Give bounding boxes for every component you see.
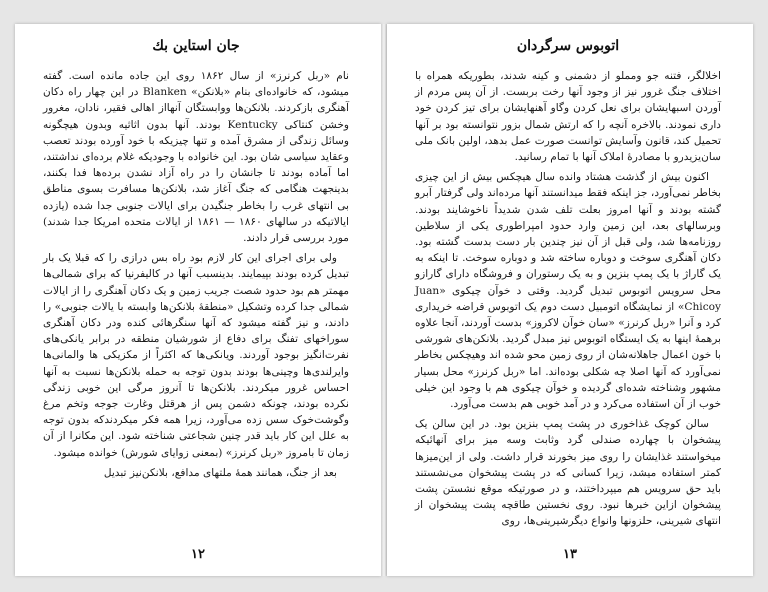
left-page-body [43, 68, 349, 481]
left-paragraph-1: نام «ربل کرنرز» از سال ۱۸۶۲ روی این جاده مانده است. گفته میشود، که خانواده‌ای بنام «بلانکن» Blanken در این چهار راه دکان آهنگری بازکردند. بلانکن‌ها ووابستگان آنهااز اهالی فقیر، نادان، مغرور وخشن کنتاکی Kentucky بودند. آنها بدون اثاثیه وبدون هیچگونه وسائل زندگی از مشرق آمده و تنها چیزیکه با خود آورده بودند تعصب وعقاید سیاسی شان بود. این خانواده با وجودیکه غلام برده‌ای نداشتند، اما آماده بودند تا جانشان را در راه آزاد نشدن برده‌ها فدا بکنند، بدینجهت هنگامی که جنگ آغاز شد، بلانکن‌ها مسافرت بسوی مناطق بی انتهای غرب را بخاطر جنگیدن برای ایالات جنوبی جدا شده (یازده ایالاتیکه در سالهای ۱۸۶۰ — ۱۸۶۱ از ایالات متحده امریکا جدا شدند) مورد بررسی قرار دادند. [43, 70, 350, 245]
right-paragraph-2: اکنون بیش از گذشت هشتاد وانده سال هیچکس بیش از این چیزی بخاطر نمی‌آورد، جز اینکه فقط میدانستند آنها مرده‌اند ولی گرفتار آبرو گشته بودند و آنها امروز بعلت تلف شدن شدیداً ناخوشایند بودند. وبرسالهای بعد، این زمین وارد حدود امپراطوری یکی از سلاطین روزنامه‌ها شد، ولی قبل از آن نیز چندین بار دست بدست گشته بود. دکان آهنگری سوخت و دوباره ساخته شد و دوباره سوخت. تا اینکه به یک گاراژ با یک پمپ بنزین و به یک رستوران و فروشگاه دارای گارازو محل سرویس اتوبوس تبدیل گردید. وقتی د خوآن چیکوی «Juan Chicoy» از نمایشگاه اتومبیل دست دوم یک اتوبوس قراضه خریداری کرد و آنرا «ربل کرنرز» «سان خوآن لاکروز» بدست آوردند، آنجا علاوه برهمهٔ اینها به یک ایستگاه اتوبوس نیز مبدل گردید. بلانکن‌های شورشی با خون اعمال جاهلانه‌شان از روی زمین محو شده اند وهیچکس بخاطر نمی‌آورد که آنها اصلا چه شکلی بوده‌اند. اما «ربل کرنرز» محل بسیار مشهور وشناخته شده‌ای گردیده و خوآن چیکوی هم با وجود این خیلی خوب از آن استفاده می‌کرد و در آمد خوبی هم بدست می‌آورد. [414, 171, 721, 411]
left-page-number: ۱۲ [191, 547, 205, 562]
right-paragraph-3: سالن کوچک غذاخوری در پشت پمپ بنزین بود. در این سالن یک پیشخوان با چهارده صندلی گرد وثابت وسه میز برای آنهائیکه میخواستند غذایشان را روی میز بخورند قرار داشت. ولی از این‌میزها کمتر استفاده میشد، زیرا کسانی که در پشت پیشخوان می‌نشستند باید حق سرویس هم میپرداختند، و در صورتیکه موقع نشستن پشت پیشخوان ازاین خبرها نبود. روی نخستین طاقچه پشت پیشخوان از انتهای شیرینی، حلزونها وانواع دیگرشیرینی‌ها، روی [415, 418, 721, 528]
right-page [387, 24, 753, 576]
right-page-number: ۱۳ [563, 547, 577, 562]
left-paragraph-3: بعد از جنگ، همانند همهٔ ملتهای مدافع، بلانکن‌نیز تبدیل [103, 466, 337, 479]
right-page-body [415, 68, 721, 530]
left-page [15, 24, 381, 576]
right-paragraph-1: اخلالگر، فتنه جو ومملو از دشمنی و کینه شدند، بطوریکه همراه با اختلاف جنگ غرور نیز از وجود آنها رخت بربست. از آن پس مردم از آوردن اسبهایشان برای نعل کردن وگاو آهنهایشان برای تیز کردن خود داری نمودند. بالاخره آنچه را که ارتش شمال بزور نتوانسته بود بر آنها تحمیل کند، قانون وآسایش توانست صورت عمل بدهد، اولین بانک ملی سان‌یزیدرو با مصادرهٔ املاک آنها با تمام رسانید. [415, 70, 721, 164]
right-page-title: اتوبوس سرگردان [516, 38, 620, 54]
left-page-title: جان استاین بك [152, 38, 240, 54]
left-paragraph-2: ولی برای اجرای این کار لازم بود راه بس درازی را که قبلا یک بار تبدیل کرده بودند بپیمایند. بدینسبب آنها در کالیفرنیا که برای شمالی‌ها مهمتر هم بود حدود شصت جریب زمین و یک دکان آهنگری را از ایالات شمالی جدا کرده وتشکیل «منطقهٔ بلانکن‌ها وابسته با یالات جنوبی» را دادند، و نیز گفته میشود که آنها سنگرهائی کنده ودر دکان آهنگری سوراخهای تفنگ برای دفاع از شورشیان منطقه در برابر یانکی‌های نفرت‌انگیز بوجود آوردند. ویانکی‌ها که اکثراً از مکزیکی ها والمانی‌ها وایرلندی‌ها وچینی‌ها بودند بدون توجه به حمله بلانکن‌ها نسبت به آنها احساس غرور میکردند. بلانکن‌ها تا آنروز مرگی این خوبی زندگی نکرده بودند، چونکه دشمن پس از هرقتل وغارت جوجه وتخم مرغ وگوشت‌خوک سس زده می‌آورد، زیرا همه فکر میکردندکه بدون توجه به علل این کار باید قدر چنین شجاعتی شناخته شود. این مکانرا از آن زمان تا بامروز «ربل کرنرز» (بمعنی زوایای شورش) خوانده میشود. [43, 252, 349, 459]
